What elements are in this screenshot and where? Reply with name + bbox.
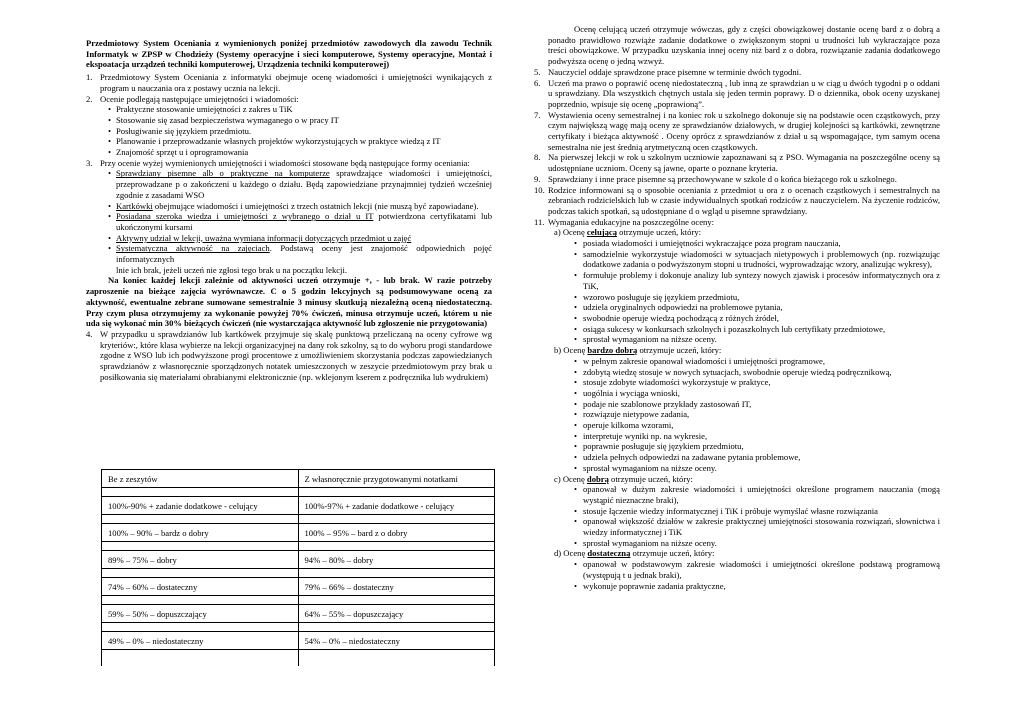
section-text: Przy ocenie wyżej wymienionych umiejętności i wiadomości stosowane będą następujące formy oceniania: [100,157,470,168]
list-item: • poprawnie posługuje się językiem przedmiotu, [574,441,744,452]
list-item: • wzorowo posługuje się językiem przedmiotu, [574,291,740,302]
list-item-keyword: Systematyczna aktywność na zajęciach [116,243,270,254]
section-number: 11. [534,216,545,227]
section-number: 9. [534,173,541,184]
section-number: 6. [534,77,541,88]
left-column [86,38,492,383]
list-item: • opanował większość działów w zakresie praktycznej umiejętności stosowania rozwiązań, słownictwa i wiedzy informatycznej i TiK [574,516,940,538]
section-number: 2. [86,93,93,104]
table-cell: 100%-97% + zadanie dodatkowe - celujący [298,497,495,515]
grade-name: bardzo dobrą [587,345,638,356]
list-item: • Praktyczne stosowanie umiejętności z zakres u TiK [108,104,492,115]
list-item: • Posługiwanie się językiem przedmiotu. [108,126,492,137]
table-row [102,632,495,650]
list-item: • wykonuje poprawnie zadania praktyczne, [574,580,726,591]
table-cell: 54% – 0% – niedostateczny [298,632,495,650]
list-item: • opanował w podstawowym zakresie wiadomości i umiejętności określone podstawą programową (występują t u jednak braki), [574,559,940,580]
list-item-text: sprawdzające wiadomości i umiejętności, przeprowadzane p o zakończeni u każdego o działu. Będą zapowiedziane przynajmniej tydzień wcześniej zgodnie z zasadami WSO [116,168,493,200]
section-6 [534,78,940,110]
list-item: • Kartkówki obejmujące wiadomości i umiejętności z trzech ostatnich lekcji (nie muszą być zapowiadane). [108,200,479,211]
section-text: Sprawdziany i inne prace pisemne są przechowywane w szkole d o końca bieżącego rok u szkolnego. [548,173,897,184]
list-item: • udziela pełnych odpowiedzi na zadawane pytania problemowe, [574,452,801,463]
section-number: 1. [86,72,93,83]
list-item-text: potwierdzona certyfikatami lub ukończonymi kursami [116,211,492,232]
section-text: Wystawienia oceny semestralnej i na koniec rok u szkolnego dokonuje się na podstawie ocen cząstkowych, przy czym największą wagę mają oceny ze sprawdzianów działowych, w drugiej kolejności są kartkówki, zewnętrzne certyfikaty i bieżąca aktywność . Oceny oprócz z sprawdzianów z dział u są wspomagające, tym samym ocena semestralna nie jest średnią arytmetyczną ocen cząstkowych. [548,109,940,152]
table-cell: 100% – 95% – bard z o dobry [298,524,495,542]
section-5 [534,67,940,78]
section-4 [86,329,492,383]
section-number: 10. [534,184,545,195]
grade-heading-dobra: c) Ocenę dobrą otrzymuje uczeń, który: [554,473,693,484]
table-row [102,578,495,596]
table-cell: 64% – 55% – dopuszczający [298,605,495,623]
table-header: Be z zeszytów [102,470,299,488]
list-item: • formułuje problemy i dokonuje analizy lub syntezy nowych zjawisk i procesów informatycznych ora z TiK, [574,270,940,291]
list-item-keyword: Kartkówki [116,200,153,211]
section-number: 8. [534,152,541,163]
section-text: W przypadku u sprawdzianów lub kartkówek przyjmuje się skalę punktową przeliczaną na oceny cyfrowe wg kryteriów:, które klasa wybierze na lekcji organizacyjnej na dany rok szkolny, są to do wyboru progi standardowe zgodne z WSO lub ich podwyższone progi procentowe z umożliwieniem skorzystania podczas zapowiedzianych sprawdzianów z własnoręcznie sporządzonych notatek umieszczonych w zeszycie przedmiotowym przy brak u posiłkowania się materiałami obrabianymi elektronicznie (np. wklejonym kserem z podręcznika lub wydrukiem) [100,328,492,382]
section-11 [534,217,940,228]
list-item: • uogólnia i wyciąga wnioski, [574,387,680,398]
section-number: 4. [86,328,93,339]
list-item: • sprostał wymaganiom na niższe oceny. [574,537,717,548]
list-item-keyword: Posiadana szeroka wiedza i umiejętności z wybranego o dział u IT [116,211,374,222]
table-cell: 100%-90% + zadanie dodatkowe - celujący [102,497,299,515]
table-cell: 89% – 75% – dobry [102,551,299,569]
table-cell: 94% – 80% – dobry [298,551,495,569]
list-item: • Systematyczna aktywność na zajęciach. Podstawą oceny jest znajomość odpowiednich pojęć informatycznych [108,243,492,265]
grading-scale-table [101,469,495,666]
list-item: • udziela oryginalnych odpowiedzi na problemowe pytania, [574,302,783,313]
section-text: Na pierwszej lekcji w rok u szkolnym uczniowie zapoznawani są z PSO. Wymagania na poszczególne oceny są udostępniane uczniom. Oceny są jawne, oparte o poznane kryteria. [548,152,940,174]
table-row [102,551,495,569]
table-cell: 100% – 90% – bardz o dobry [102,524,299,542]
note-text: lnie ich brak, jeżeli uczeń nie zgłosi tego brak u na początku lekcji. [116,264,347,275]
table-header: Z własnoręcznie przygotowanymi notatkami [298,470,495,488]
section-8 [534,152,940,173]
list-item-text: Posługiwanie się językiem przedmiotu. [116,125,252,136]
section-9 [534,174,940,185]
list-item: • rozwiązuje nietypowe zadania, [574,409,690,420]
list-item: • zdobytą wiedzę stosuje w nowych sytuacjach, swobodnie operuje wiedzą podręcznikową, [574,366,892,377]
list-item-text: Stosowanie się zasad bezpieczeństwa wymaganego o w pracy IT [116,114,339,125]
table-cell: 79% – 66% – dostateczny [298,578,495,596]
section-text: Przedmiotowy System Oceniania z informatyki obejmuje ocenę wiadomości i umiejętności wynikających z program u nauczania ora z postawy ucznia na lekcji. [100,72,492,93]
table-row [102,497,495,515]
table-header-row [102,470,495,488]
table-row [102,524,495,542]
list-item: • osiąga sukcesy w konkursach szkolnych i pozaszkolnych lub certyfikaty przedmiotowe, [574,323,886,334]
section-text: Rodzice informowani są o sposobie oceniania z przedmiot u ora z o ocenach cząstkowych i semestralnych na zebraniach rodzicielskich lub w czasie indywidualnych spotkań rodziców z nauczycielem. Na życzenie rodziców, podczas takich spotkań, są udostępniane d o wgląd u pisemne sprawdziany. [548,184,940,216]
section-text: Uczeń ma prawo o poprawić ocenę niedostateczną , lub inną ze sprawdzian u w ciąg u dwóch tygodni p o oddani u sprawdziany. Dla wszystkich chętnych ustala się jeden termin poprawy. D o dziennika, obok oceny uzyskanej poprzednio, wpisuje się ocenę „poprawioną”. [548,77,940,109]
list-item: • podaje nie szablonowe przykłady zastosowań IT, [574,398,752,409]
list-item: • interpretuje wyniki np. na wykresie, [574,430,708,441]
list-item: • Znajomość sprzęt u i oprogramowania [108,147,492,158]
section-3 [86,158,492,169]
section-text: Wymagania edukacyjne na poszczególne oceny: [548,216,715,227]
section-text: Nauczyciel oddaje sprawdzone prace pisemne w terminie dwóch tygodni. [548,66,802,77]
table-row [102,605,495,623]
grade-name: celującą [586,227,617,238]
list-item: • stosuje łączenie wiedzy informatycznej i TiK i próbuje wymyślać własne rozwiązania [574,505,878,516]
list-item-text: obejmujące wiadomości i umiejętności z trzech ostatnich lekcji (nie muszą być zapowiadane). [152,200,479,211]
section-number: 7. [534,109,541,120]
list-item-text: Praktyczne stosowanie umiejętności z zakres u TiK [116,104,293,115]
list-item-text: Znajomość sprzęt u i oprogramowania [116,147,249,158]
section-number: 3. [86,157,93,168]
section-10 [534,185,940,217]
document-title: Przedmiotowy System Oceniania z wymienionych poniżej przedmiotów zawodowych dla zawodu Technik Informatyk w ZPSP w Chodzieży (Systemy operacyjne i sieci komputerowe, Systemy operacyjne, Montaż i ekspoatacja urządzeń techniki komputerowej, Urządzenia techniki komputerowej) [86,38,492,70]
right-column [534,24,940,591]
grade-name: dostateczną [587,548,631,559]
list-item: • Aktywny udział w lekcji, uważna wymiana informacji dotyczących przedmiot u zajęć [108,232,412,243]
section-7 [534,110,940,153]
section-2 [86,94,492,105]
list-item: • samodzielnie wykorzystuje wiadomości w sytuacjach nietypowych i problemowych (np. rozwiązując dodatkowe zadania o podwyższonym stopni u trudności, wyprowadzając wzory, analizując wykresy), [574,248,940,270]
table-cell: 49% – 0% – niedostateczny [102,632,299,650]
list-item: • operuje kilkoma wzorami, [574,420,674,431]
table-cell: 74% – 60% – dostateczny [102,578,299,596]
list-item-text: . Podstawą oceny jest znajomość odpowiednich pojęć informatycznych [116,243,492,265]
list-item: • Sprawdziany pisemne alb o praktyczne na komputerze sprawdzające wiadomości i umiejętności, przeprowadzane p o zakończeni u każdego o działu. Będą zapowiedziane przynajmniej tydzień wcześniej zgodnie z zasadami WSO [108,168,493,200]
grade-heading-dostateczna: d) Ocenę dostateczną otrzymuje uczeń, który: [554,548,715,559]
bonus-task-paragraph: Ocenę celującą uczeń otrzymuje wówczas, gdy z części obowiązkowej dostanie ocenę bard z o dobrą a ponadto prawidłowo rozwiąże zadanie dodatkowe o zwiększonym stopni u trudności lub wykraczające poza treści obowiązkowe. W przypadku uzyskania innej oceny niż bard z o dobra, rozwiązanie zadania dodatkowego podwyższa ocenę o jedną wzwyż. [548,24,940,67]
list-item: • Posiadana szeroka wiedza i umiejętności z wybranego o dział u IT potwierdzona certyfikatami lub ukończonymi kursami [108,211,492,232]
section-number: 5. [534,66,541,77]
table-cell: 59% – 50% – dopuszczający [102,605,299,623]
list-item: • Stosowanie się zasad bezpieczeństwa wymaganego o w pracy IT [108,115,492,126]
list-item: • opanował w dużym zakresie wiadomości i umiejętności określone programem nauczania (mogą wystąpić nieznaczne braki), [574,484,940,505]
grade-heading-celujaca: a) Ocenę celującą otrzymuje uczeń, który: [554,227,701,238]
list-item-keyword: Aktywny udział w lekcji, uważna wymiana informacji dotyczących przedmiot u zajęć [116,232,412,243]
list-item: • w pełnym zakresie opanował wiadomości i umiejętności programowe, [574,355,825,366]
list-item: • swobodnie operuje wiedzą pochodzącą z różnych źródeł, [574,312,779,323]
grade-name: dobrą [586,473,609,484]
list-item-text: Planowanie i przeprowadzanie własnych projektów wykorzystujących w praktyce wiedzą z IT [116,136,441,147]
list-item: • sprostał wymaganiom na niższe oceny. [574,334,717,345]
activity-rules: Na koniec każdej lekcji zależnie od aktywności uczeń otrzymuje +, - lub brak. W razie potrzeby zaproszenie na bieżące zajęcia wyrównawcze. C o 5 godzin lekcyjnych są podsumowywane oceną za aktywność, ewentualne zebrane sumowane semestralnie 3 minusy skutkują niezależną oceną niedostateczną. Przy czym plusa otrzymujemy za wykonanie powyżej 70% ćwiczeń, minusa otrzymuje uczeń, którem u nie uda się wykonać min 30% bieżących ćwiczeń (nie wystarczająca aktywność lub zgłoszenie nie przygotowania) [86,275,492,329]
list-item: • posiada wiadomości i umiejętności wykraczające poza program nauczania, [574,238,841,249]
list-item: • Planowanie i przeprowadzanie własnych projektów wykorzystujących w praktyce wiedzą z IT [108,136,492,147]
list-item: • sprostał wymaganiom na niższe oceny. [574,462,717,473]
grade-heading-bardzo-dobra: b) Ocenę bardzo dobrą otrzymuje uczeń, który: [554,345,722,356]
list-item-keyword: Sprawdziany pisemne alb o praktyczne na komputerze [116,168,330,179]
section-1 [86,72,492,93]
list-item: • stosuje zdobyte wiadomości wykorzystuje w praktyce, [574,377,771,388]
section-text: Ocenie podlegają następujące umiejętności i wiadomości: [100,93,299,104]
